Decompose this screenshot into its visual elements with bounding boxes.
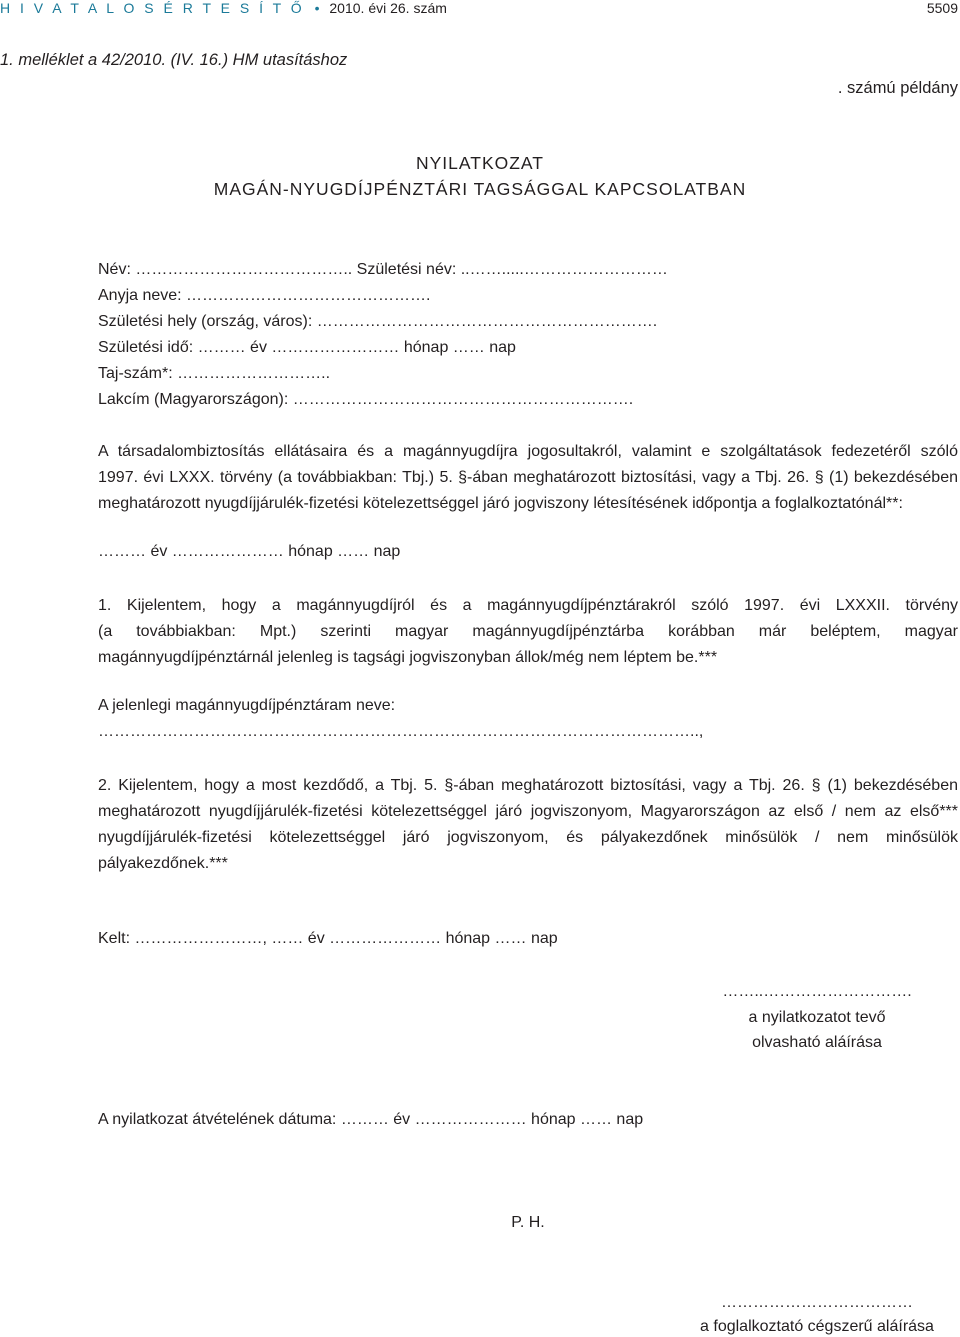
document-subtitle: MAGÁN-NYUGDÍJPÉNZTÁRI TAGSÁGGAL KAPCSOLATBAN [213,179,747,199]
employer-signature-caption: a foglalkoztató cégszerű aláírása [700,1318,934,1335]
employer-signature-line: ……………………………… [721,1294,913,1311]
page-number: 5509 [926,0,958,16]
employment-start-date: ……… év ………………… hónap …… nap [98,543,401,560]
intro-line: meghatározott nyugdíjjárulék-fizetési kötelezettséggel járó jogviszony létesítésének időpontja a foglalkoztatónál**: [98,495,903,512]
document-title: NYILATKOZAT [415,153,544,173]
intro-paragraph [98,439,958,517]
declaration-2-line: meghatározott nyugdíjjárulék-fizetési kötelezettséggel járó jogviszonyom, Magyarországon az első / nem az első*** [98,803,958,820]
declarant-signature-caption: olvasható aláírása [752,1034,882,1051]
declaration-2 [98,773,958,877]
journal-name: H I V A T A L O S É R T E S Í T Ő [0,0,305,16]
birthdate-field: Születési idő: ……… év …………………… hónap …… nap [98,339,516,356]
declarant-signature-line: ……..………………………. [722,983,912,1000]
annex-reference: 1. melléklet a 42/2010. (IV. 16.) HM utasításhoz [0,51,348,69]
kelt-line: Kelt: ……………………, …… év ………………… hónap …… nap [98,930,558,947]
receipt-date-line: A nyilatkozat átvételének dátuma: ……… év ………………… hónap …… nap [98,1111,644,1128]
declaration-1 [98,593,958,671]
header-bullet: • [314,0,320,16]
birthplace-field: Születési hely (ország, város): ………………………………………………………. [98,313,658,330]
mother-name-field: Anyja neve: ………………………………………. [98,287,431,304]
issue-number: 2010. évi 26. szám [329,0,447,16]
address-field: Lakcím (Magyarországon): ………………………………………………………. [98,391,634,408]
stamp-placeholder: P. H. [511,1214,545,1231]
declaration-2-line: pályakezdőnek.*** [98,855,228,872]
copy-number: . számú példány [837,79,958,97]
taj-number-field: Taj-szám*: ……………………….. [98,365,331,382]
declaration-1-line: (a továbbiakban: Mpt.) szerinti magyar magánnyugdíjpénztárba korábban már beléptem, magyar [98,623,958,640]
declarant-signature-caption: a nyilatkozatot tevő [748,1009,886,1026]
current-fund-line: ………………………………………………………………………………………………….., [98,723,704,740]
intro-line: 1997. évi LXXX. törvény (a továbbiakban: Tbj.) 5. §-ában meghatározott biztosítási, vagy a Tbj. 26. § (1) bekezdésében [98,469,958,486]
declaration-2-line: 2. Kijelentem, hogy a most kezdődő, a Tbj. 5. §-ában meghatározott biztosítási, vagy a Tbj. 26. § (1) bekezdésében [98,777,958,794]
intro-line: A társadalombiztosítás ellátásaira és a magánnyugdíjra jogosultakról, valamint e szolgáltatások fedezetéről szóló [98,443,958,460]
declaration-1-line: 1. Kijelentem, hogy a magánnyugdíjról és a magánnyugdíjpénztárakról szóló 1997. évi LXXXII. törvény [98,597,958,614]
name-field: Név: ………………………………….. Születési név: ..…….....……………………… [98,261,668,278]
declaration-2-line: nyugdíjjárulék-fizetési kötelezettséggel járó jogviszonyom, és pályakezdőnek minősülök / nem minősülök [98,829,958,846]
declaration-1-line: magánnyugdíjpénztárnál jelenleg is tagsági jogviszonyban állok/még nem léptem be.*** [98,649,718,666]
current-fund-label: A jelenlegi magánnyugdíjpénztáram neve: [98,697,396,714]
running-header [0,0,447,16]
